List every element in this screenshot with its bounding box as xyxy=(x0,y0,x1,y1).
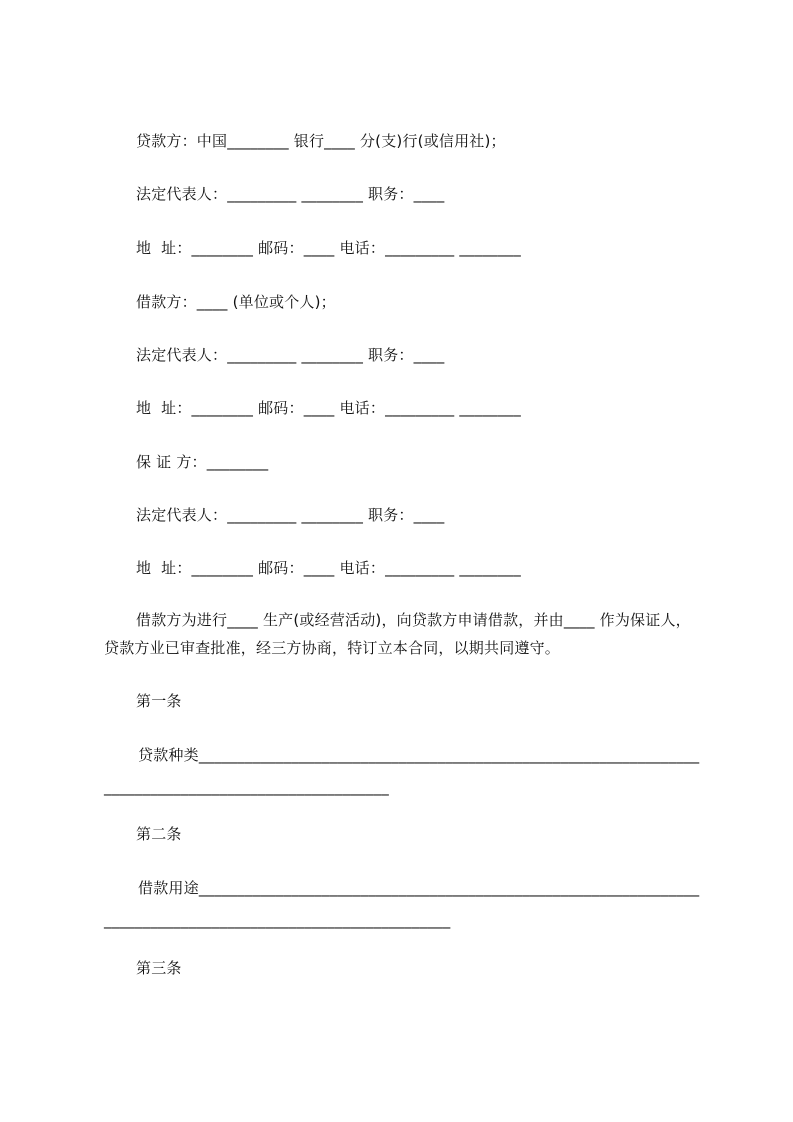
article-1-label: 贷款种类 xyxy=(138,746,199,764)
guarantor-address-line: 地 址：________ 邮码：____ 电话：_________ ________ xyxy=(136,559,521,577)
guarantor-line: 保 证 方：________ xyxy=(136,453,269,471)
lender-representative-line: 法定代表人：_________ ________ 职务：____ xyxy=(136,185,445,203)
article-2-blank: ______________________________________________________________________________________________________________ xyxy=(104,879,700,929)
lender-line: 贷款方：中国________ 银行____ 分(支)行(或信用社)； xyxy=(136,132,506,150)
borrower-address-line: 地 址：________ 邮码：____ 电话：_________ ________ xyxy=(136,399,521,417)
guarantor-representative-line: 法定代表人：_________ ________ 职务：____ xyxy=(136,506,445,524)
article-2-heading: 第二条 xyxy=(136,825,182,843)
article-1-blank: ______________________________________________________________________________________________________ xyxy=(104,746,700,796)
article-2-body xyxy=(104,872,702,936)
borrower-line: 借款方：____ (单位或个人)； xyxy=(136,293,336,311)
article-3-heading: 第三条 xyxy=(136,959,182,977)
borrower-representative-line: 法定代表人：_________ ________ 职务：____ xyxy=(136,346,445,364)
article-1-body xyxy=(104,739,702,803)
lender-address-line: 地 址：________ 邮码：____ 电话：_________ ________ xyxy=(136,239,521,257)
article-2-label: 借款用途 xyxy=(138,879,199,897)
intro-paragraph: 借款方为进行____ 生产(或经营活动)，向贷款方申请借款，并由____ 作为保证人，贷款方业已审查批准，经三方协商，特订立本合同，以期共同遵守。 xyxy=(104,611,691,657)
article-1-heading: 第一条 xyxy=(136,692,182,710)
